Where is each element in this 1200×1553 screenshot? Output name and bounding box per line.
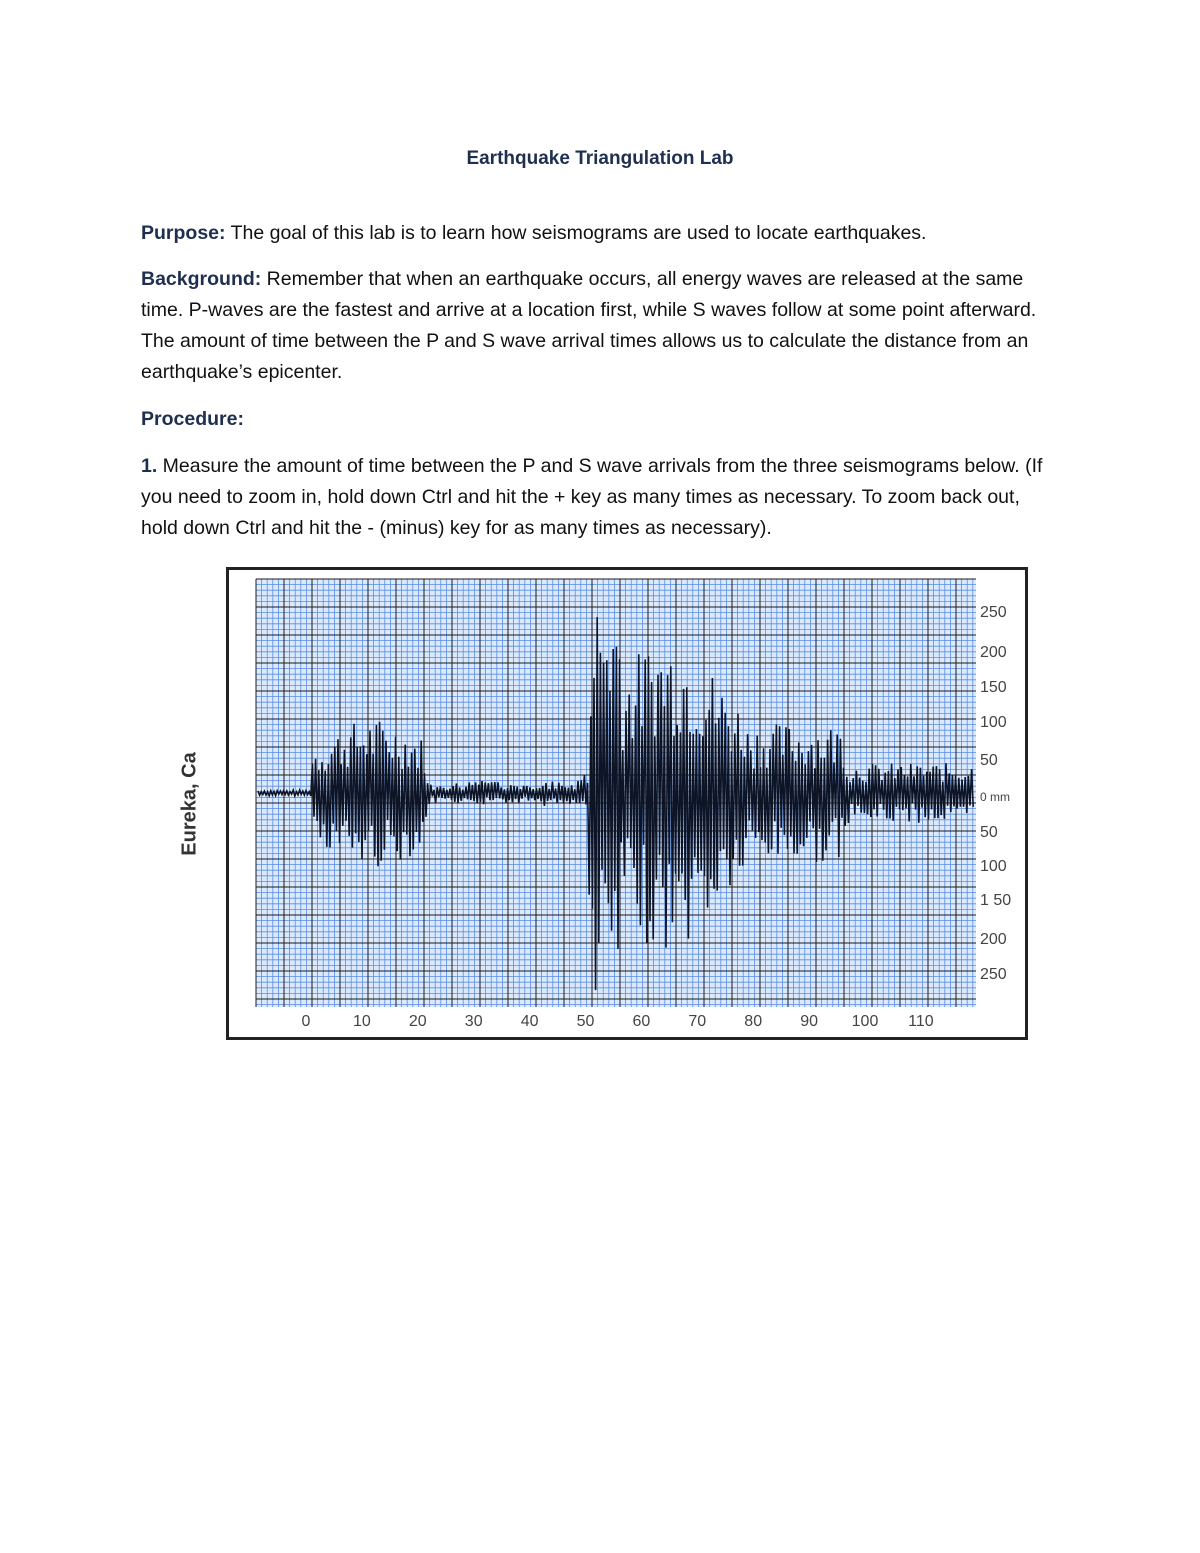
- x-tick-label: 60: [632, 1013, 651, 1030]
- procedure-step-1: [141, 451, 1061, 544]
- background-text: Remember that when an earthquake occurs, all energy waves are released at the same time. P-waves are the fastest and arrive at a location first, while S waves follow at some point afterward. The amount of time between the P and S wave arrival times allows us to calculate the distance from an earthquake’s epicenter.: [141, 268, 1037, 383]
- y-tick-label: 50: [980, 752, 998, 769]
- x-tick-label: 100: [851, 1013, 879, 1030]
- seismogram-chart: [226, 567, 1028, 1041]
- x-tick-label: 90: [800, 1013, 818, 1030]
- station-label-text: Eureka, Ca: [178, 752, 201, 856]
- background-paragraph: [141, 264, 1061, 388]
- x-tick-label: 40: [520, 1013, 539, 1030]
- y-tick-label: 100: [980, 858, 1007, 875]
- x-tick-label: 0: [301, 1013, 311, 1030]
- x-tick-label: 80: [744, 1013, 763, 1030]
- procedure-heading: Procedure:: [141, 408, 244, 430]
- purpose-paragraph: [141, 218, 1061, 249]
- y-tick-label: 150: [980, 679, 1007, 696]
- x-tick-label: 70: [688, 1013, 707, 1030]
- step-number: 1.: [141, 455, 158, 477]
- background-label: Background:: [141, 268, 262, 290]
- y-tick-label: 200: [980, 644, 1007, 661]
- y-tick-label: 250: [980, 604, 1007, 621]
- y-tick-label: 250: [980, 966, 1007, 983]
- purpose-label: Purpose:: [141, 222, 226, 244]
- x-tick-label: 20: [408, 1013, 427, 1030]
- y-tick-label: 100: [980, 714, 1007, 731]
- page-title: Earthquake Triangulation Lab: [466, 148, 734, 169]
- y-tick-label: 0 mm: [980, 790, 1010, 804]
- y-tick-label: 1 50: [980, 892, 1012, 909]
- y-tick-label: 50: [980, 824, 998, 841]
- x-tick-label: 110: [908, 1013, 934, 1030]
- x-tick-label: 10: [353, 1013, 371, 1030]
- purpose-text: The goal of this lab is to learn how seismograms are used to locate earthquakes.: [225, 222, 927, 244]
- y-tick-label: 200: [980, 931, 1007, 948]
- step-text: Measure the amount of time between the P and S wave arrivals from the three seismograms below. (If you need to zoom in, hold down Ctrl and hit the + key as many times as necessary. To zoom back out, hold down Ctrl and hit the - (minus) key for as many times as necessary).: [141, 455, 1043, 539]
- x-tick-label: 50: [576, 1013, 595, 1030]
- station-label: [170, 744, 210, 864]
- x-tick-label: 30: [464, 1013, 483, 1030]
